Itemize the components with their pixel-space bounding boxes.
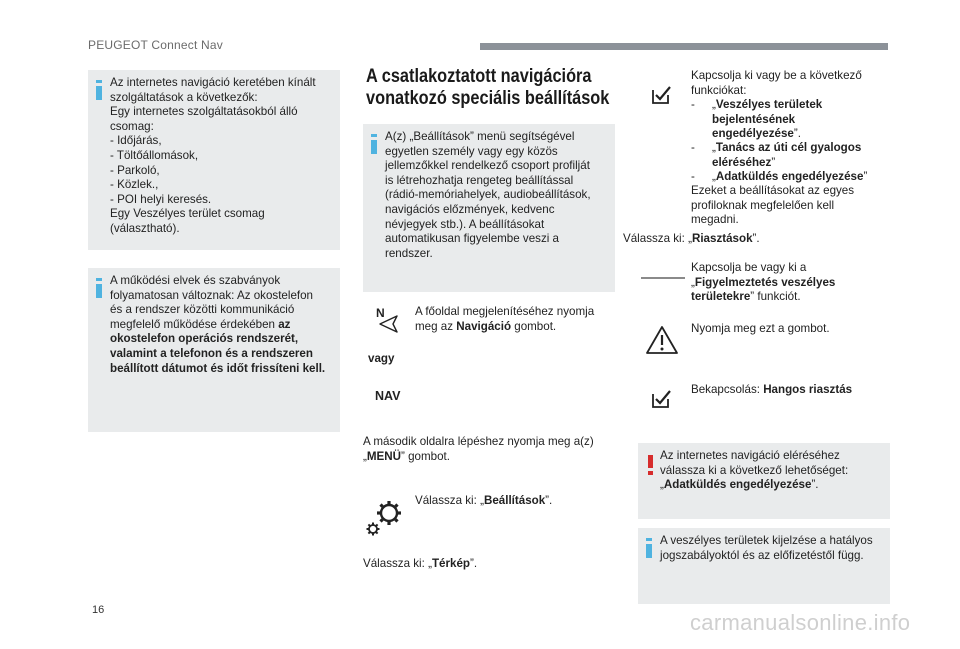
info-box-standards-text: A működési elvek és szabványok folyamatosan változnak: Az okostelefon és a rendszer közötti kommunikáció megfelelő működése érdekében az okostelefon operációs rendszerét, valamint a telefonon és a rendszeren beállított dátumot és időt frissíteni kell. <box>110 274 326 375</box>
list-item-hazard-zones: „Veszélyes területek bejelentésének engedélyezése”. <box>712 98 823 141</box>
press-button-text: Nyomja meg ezt a gombot. <box>691 322 830 335</box>
warning-exclamation-icon <box>648 455 653 475</box>
step-map-text: Válassza ki: „Térkép”. <box>363 557 478 570</box>
section-title: A csatlakoztatott navigációra vonatkozó speciális beállítások <box>366 66 610 109</box>
list-item-dash: - <box>691 98 695 111</box>
warning-box-data-sending <box>638 443 890 519</box>
profiles-note: Ezeket a beállításokat az egyes profiloknak megfelelően kell megadni. <box>691 184 855 227</box>
enable-audio-alert-text: Bekapcsolás: Hangos riasztás <box>691 383 853 396</box>
info-box-settings-text: A(z) „Beállítások” menü segítségével egyetlen személy vagy egy közös jellemzőkkel rendelkező csoport profilját is létrehozhatja rengeteg beállítással (rádió-memóriahelyek, audiobeállítások, navigációs előzmények, kedvenc névjegyek stb.). A beállításokat automatikusan figyelembe veszi a rendszer. <box>385 130 591 260</box>
step-menu-text: A második oldalra lépéshez nyomja meg a(z) „MENÜ” gombot. <box>363 435 594 463</box>
warning-triangle-icon <box>645 325 679 355</box>
list-item-dash: - <box>691 141 695 154</box>
list-item-dash: - <box>691 170 695 183</box>
select-alerts-text: Válassza ki: „Riasztások”. <box>623 232 760 245</box>
checkbox-checked-icon <box>650 388 672 410</box>
info-box-standards <box>88 268 340 432</box>
info-box-legal-text: A veszélyes területek kijelzése a hatályos jogszabályoktól és az előfizetéstől függ. <box>660 534 873 562</box>
nav-button-label: NAV <box>375 389 401 403</box>
info-box-services <box>88 70 340 250</box>
toggle-line-icon <box>641 270 685 274</box>
page-number: 16 <box>92 604 105 616</box>
list-item-data-sending: „Adatküldés engedélyezése” <box>712 170 868 183</box>
info-box-settings <box>363 124 615 292</box>
info-icon <box>96 80 102 100</box>
header-bar <box>480 43 888 50</box>
info-box-legal <box>638 528 890 604</box>
warning-box-text: Az internetes navigáció eléréséhez válassza ki a következő lehetőséget: „Adatküldés engedélyezése”. <box>660 449 849 492</box>
step-settings-text: Válassza ki: „Beállítások”. <box>415 494 553 507</box>
settings-gears-icon <box>364 495 408 539</box>
list-item-walking-advice: „Tanács az úti cél gyalogos eléréséhez” <box>712 141 862 169</box>
watermark: carmanualsonline.info <box>690 610 911 635</box>
info-icon <box>96 278 102 298</box>
info-icon <box>646 538 652 558</box>
toggle-hazard-warning-text: Kapcsolja be vagy ki a „Figyelmeztetés veszélyes területekre” funkciót. <box>691 261 836 304</box>
navigation-arrow-icon <box>374 306 404 336</box>
toggle-functions-intro: Kapcsolja ki vagy be a következő funkciókat: <box>691 69 862 97</box>
step-navigation-text: A főoldal megjelenítéséhez nyomja meg az Navigáció gombot. <box>415 305 595 333</box>
header-title: PEUGEOT Connect Nav <box>88 38 223 52</box>
info-box-services-text: Az internetes navigáció keretében kínált szolgáltatások a következők: Egy internetes szolgáltatásokból álló csomag: - Időjárás, - Töltőállomások, - Parkoló, - Közlek., - POI helyi keresés. Egy Veszélyes terület csomag (választható). <box>110 76 316 235</box>
or-label: vagy <box>368 352 395 365</box>
nav-icon-letter: N <box>376 306 385 320</box>
checkbox-checked-icon <box>650 84 672 106</box>
info-icon <box>371 134 377 154</box>
